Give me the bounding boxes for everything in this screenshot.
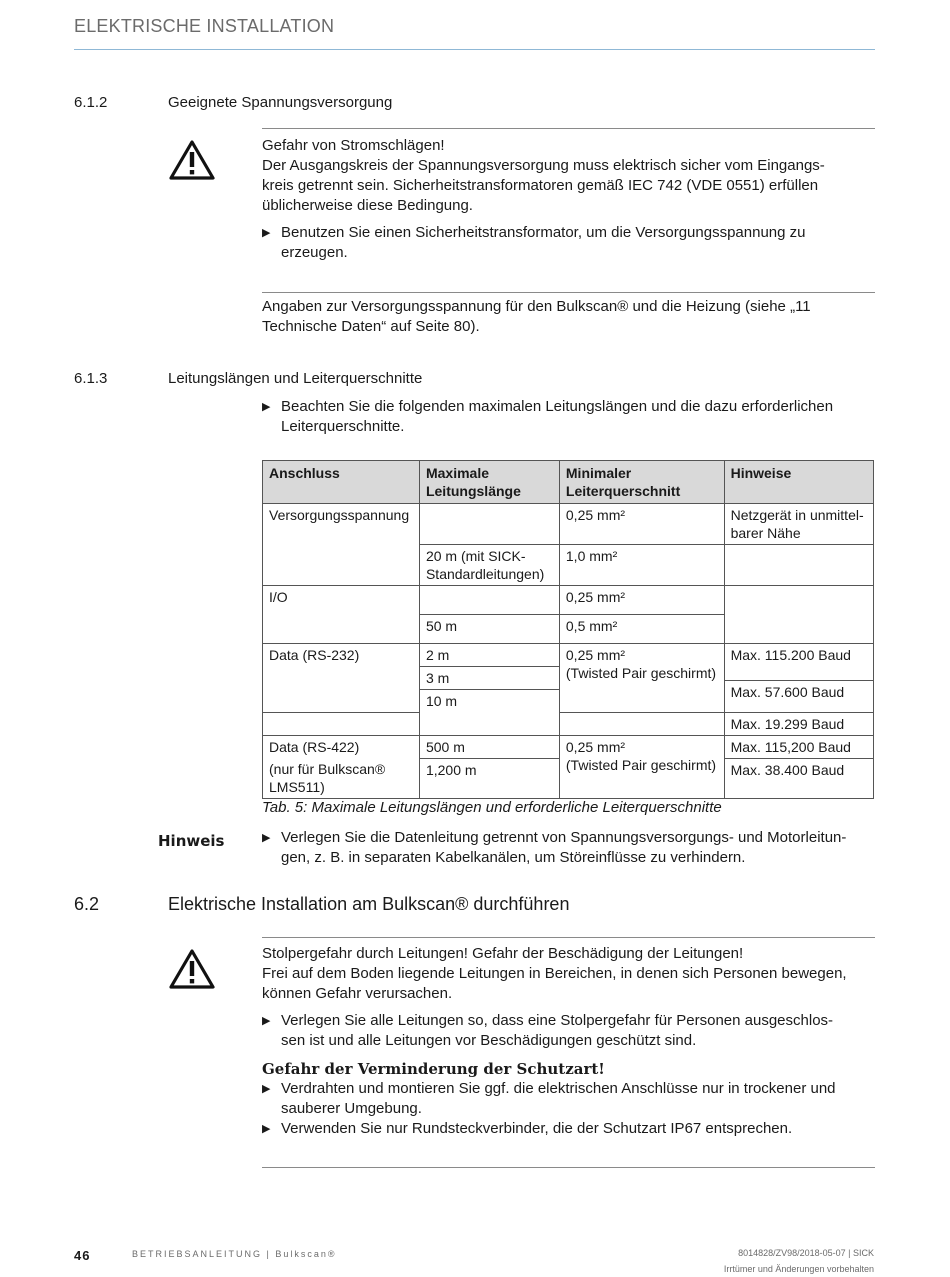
warning-line: Stolpergefahr durch Leitungen! Gefahr der Beschädigung der Leitungen! — [262, 945, 744, 962]
table-cell: Max. 38.400 Baud — [724, 759, 873, 799]
subheading: Gefahr der Verminderung der Schutzart! — [262, 1060, 605, 1078]
table-cell: 0,5 mm² — [559, 615, 724, 644]
table-row — [263, 586, 874, 615]
table-cell — [724, 545, 873, 586]
footer-doc-title: BETRIEBSANLEITUNG | Bulkscan® — [132, 1249, 337, 1259]
section-number: 6.1.3 — [74, 370, 108, 387]
warning-top-rule — [262, 128, 875, 129]
warning-line: üblicherweise diese Bedingung. — [262, 197, 473, 214]
footer-doc-id: 8014828/ZV98/2018-05-07 | SICK — [738, 1248, 874, 1258]
instruction-bullet — [262, 397, 875, 437]
connection-label: Data (RS-422) — [269, 739, 360, 755]
note-line: Technische Daten“ auf Seite 80). — [262, 318, 480, 335]
running-header: ELEKTRISCHE INSTALLATION — [74, 16, 335, 36]
section-number: 6.1.2 — [74, 94, 108, 111]
cross-section-value: 0,25 mm² — [565, 647, 626, 663]
cross-section-value: 0,25 mm² — [565, 739, 626, 755]
table-cell: 0,25 mm² — [559, 586, 724, 615]
table-cell: Data (RS-232) — [263, 644, 420, 713]
table-cell: Max. 115,200 Baud — [724, 736, 873, 759]
table-cell: I/O — [263, 586, 420, 644]
triangle-right-icon: ▶ — [262, 832, 271, 844]
warning-bottom-rule — [262, 1167, 875, 1168]
bullet-line: sauberer Umgebung. — [281, 1100, 422, 1117]
table-cell — [263, 713, 420, 736]
table-cell — [263, 736, 420, 799]
note-line: Angaben zur Versorgungsspannung für den Bulkscan® und die Heizung (siehe „11 — [262, 298, 811, 315]
cross-section-note: (Twisted Pair geschirmt) — [565, 665, 717, 681]
hint-bullet — [262, 828, 875, 868]
column-header: Minimaler Leiterquerschnitt — [559, 461, 724, 504]
bullet-line: sen ist und alle Leitungen vor Beschädigungen geschützt sind. — [281, 1032, 697, 1049]
triangle-right-icon: ▶ — [262, 1123, 271, 1135]
section-number: 6.2 — [74, 894, 100, 914]
table-cell: 50 m — [419, 615, 559, 644]
table-cell — [419, 586, 559, 615]
bullet-line: Verdrahten und montieren Sie ggf. die elektrischen Anschlüsse nur in trockener und — [281, 1080, 836, 1097]
triangle-right-icon: ▶ — [262, 227, 271, 239]
note-text — [262, 297, 875, 337]
section-title: Elektrische Installation am Bulkscan® durchführen — [168, 894, 570, 914]
instruction-bullet — [262, 223, 875, 263]
table-row — [263, 736, 874, 759]
section-title: Geeignete Spannungsversorgung — [168, 94, 393, 111]
table-cell: 2 m — [419, 644, 559, 667]
bullet-line: Verlegen Sie alle Leitungen so, dass eine Stolpergefahr für Personen ausgeschlos- — [281, 1012, 834, 1029]
instruction-bullet — [262, 1011, 875, 1051]
table-cell — [724, 586, 873, 644]
triangle-right-icon: ▶ — [262, 1083, 271, 1095]
table-cell — [559, 736, 724, 799]
warning-line: kreis getrennt sein. Sicherheitstransformatoren gemäß IEC 742 (VDE 0551) erfüllen — [262, 177, 819, 194]
header-divider — [74, 49, 875, 50]
page-number: 46 — [74, 1248, 91, 1263]
warning-block — [262, 136, 875, 216]
table-caption: Tab. 5: Maximale Leitungslängen und erforderliche Leiterquerschnitte — [262, 799, 722, 816]
column-header: Maximale Leitungslänge — [419, 461, 559, 504]
hint-label: Hinweis — [158, 832, 225, 850]
table-cell: Max. 57.600 Baud — [724, 681, 873, 713]
table-row — [263, 644, 874, 667]
table-cell — [559, 713, 724, 736]
table-cell — [559, 644, 724, 713]
table-cell: Netzgerät in unmittel- barer Nähe — [724, 504, 873, 545]
warning-block — [262, 944, 875, 1004]
table-cell: Max. 115.200 Baud — [724, 644, 873, 681]
warning-line: Der Ausgangskreis der Spannungsversorgung muss elektrisch sicher vom Eingangs- — [262, 157, 825, 174]
bullet-line: Leiterquerschnitte. — [281, 418, 405, 435]
connection-sublabel: (nur für Bulkscan® LMS511) — [269, 761, 386, 795]
table-header-row — [263, 461, 874, 504]
bullet-line: erzeugen. — [281, 244, 348, 261]
table-cell: 1,0 mm² — [559, 545, 724, 586]
instruction-bullet — [262, 1079, 875, 1119]
note-top-rule — [262, 292, 875, 293]
bullet-line: Verlegen Sie die Datenleitung getrennt von Spannungsversorgungs- und Motorleitun- — [281, 829, 847, 846]
bullet-line: Benutzen Sie einen Sicherheitstransformator, um die Versorgungsspannung zu — [281, 224, 806, 241]
bullet-line: gen, z. B. in separaten Kabelkanälen, um Störeinflüsse zu verhindern. — [281, 849, 746, 866]
warning-line: können Gefahr verursachen. — [262, 985, 453, 1002]
warning-title: Gefahr von Stromschlägen! — [262, 137, 445, 154]
section-title: Leitungslängen und Leiterquerschnitte — [168, 370, 423, 387]
table-cell: Max. 19.299 Baud — [724, 713, 873, 736]
table-cell: 0,25 mm² — [559, 504, 724, 545]
table-cell: 1,200 m — [419, 759, 559, 799]
cable-table — [262, 460, 874, 799]
warning-triangle-icon — [168, 139, 216, 181]
warning-top-rule — [262, 937, 875, 938]
bullet-line: Verwenden Sie nur Rundsteckverbinder, die der Schutzart IP67 entsprechen. — [281, 1120, 793, 1137]
table-row — [263, 713, 874, 736]
instruction-bullet — [262, 1119, 875, 1139]
column-header: Hinweise — [724, 461, 873, 504]
table-cell: 3 m — [419, 667, 559, 690]
triangle-right-icon: ▶ — [262, 401, 271, 413]
table-cell: Versorgungsspannung — [263, 504, 420, 586]
cross-section-note: (Twisted Pair geschirmt) — [565, 757, 717, 773]
table-cell: 10 m — [419, 690, 559, 736]
bullet-line: Beachten Sie die folgenden maximalen Leitungslängen und die dazu erforderlichen — [281, 398, 834, 415]
table-cell: 20 m (mit SICK- Standardleitungen) — [419, 545, 559, 586]
table-row — [263, 504, 874, 545]
column-header: Anschluss — [263, 461, 420, 504]
triangle-right-icon: ▶ — [262, 1015, 271, 1027]
warning-line: Frei auf dem Boden liegende Leitungen in Bereichen, in denen sich Personen bewegen, — [262, 965, 847, 982]
table-cell: 500 m — [419, 736, 559, 759]
footer-disclaimer: Irrtümer und Änderungen vorbehalten — [723, 1264, 874, 1274]
table-cell — [419, 504, 559, 545]
warning-triangle-icon — [168, 948, 216, 990]
